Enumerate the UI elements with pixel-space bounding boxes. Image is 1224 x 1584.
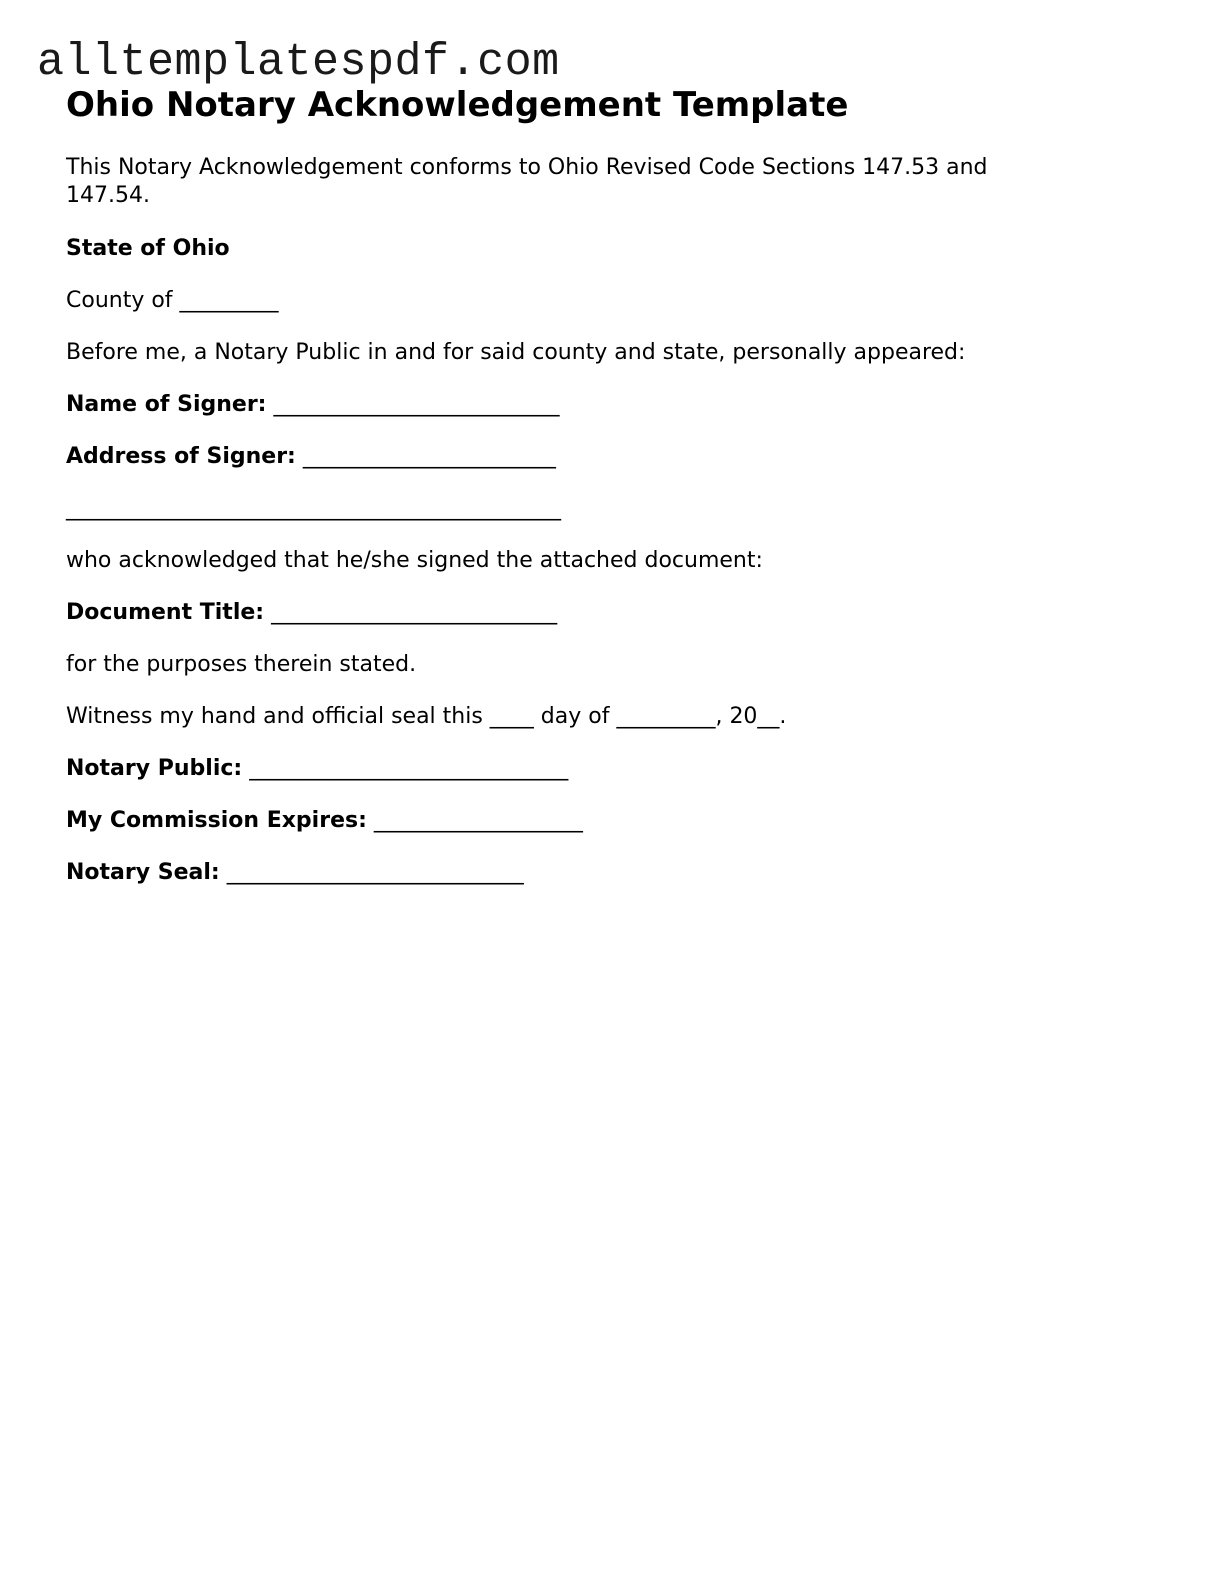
- witness-statement: Witness my hand and official seal this ____ day of _________, 20__.: [66, 704, 787, 729]
- notary-public-label: Notary Public:: [66, 756, 243, 781]
- signer-name-field: [66, 391, 559, 419]
- commission-expires-label: My Commission Expires:: [66, 808, 367, 833]
- signer-address-blank[interactable]: _______________________: [302, 444, 556, 469]
- county-line: County of _________: [66, 288, 279, 313]
- document-title-label: Document Title:: [66, 600, 265, 625]
- document-body: [66, 84, 1146, 885]
- signer-name-blank[interactable]: __________________________: [273, 392, 560, 417]
- document-title-field: [66, 599, 557, 627]
- document-title-blank[interactable]: __________________________: [271, 600, 558, 625]
- document-title: Ohio Notary Acknowledgement Template: [66, 85, 849, 125]
- purposes-statement: for the purposes therein stated.: [66, 652, 417, 677]
- signer-address-line-2[interactable]: _____________________________________________: [66, 496, 561, 521]
- acknowledgement-statement: who acknowledged that he/she signed the attached document:: [66, 548, 763, 573]
- notary-seal-blank[interactable]: ___________________________: [226, 860, 524, 885]
- before-me-statement: Before me, a Notary Public in and for said county and state, personally appeared:: [66, 340, 966, 365]
- notary-public-blank[interactable]: _____________________________: [249, 756, 569, 781]
- notary-public-field: [66, 755, 568, 783]
- signer-address-label: Address of Signer:: [66, 444, 296, 469]
- notary-seal-field: [66, 859, 524, 887]
- state-line: State of Ohio: [66, 236, 230, 261]
- commission-expires-blank[interactable]: ___________________: [373, 808, 583, 833]
- notary-seal-label: Notary Seal:: [66, 860, 220, 885]
- site-watermark: alltemplatespdf.com: [37, 37, 560, 88]
- commission-expires-field: [66, 807, 583, 835]
- intro-paragraph: This Notary Acknowledgement conforms to Ohio Revised Code Sections 147.53 and 147.54.: [66, 155, 988, 208]
- signer-name-label: Name of Signer:: [66, 392, 267, 417]
- signer-address-field: [66, 443, 556, 471]
